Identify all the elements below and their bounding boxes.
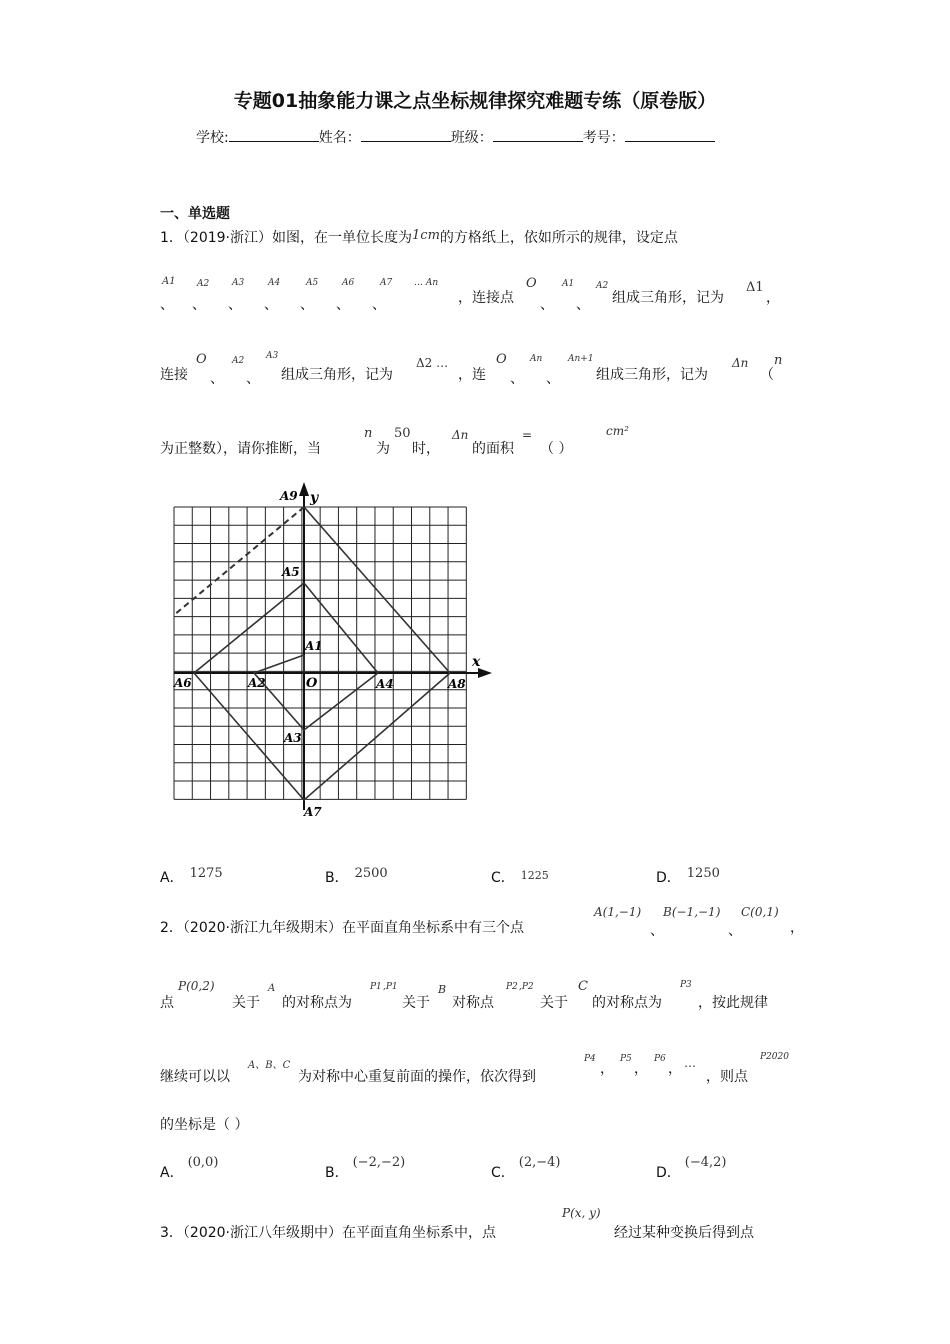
sep: 、 bbox=[546, 371, 560, 387]
label-A9: A9 bbox=[280, 489, 298, 503]
option-label: D． bbox=[656, 870, 681, 886]
school-blank[interactable] bbox=[229, 128, 319, 142]
q2-text: 在平面直角坐标系中有三个点 bbox=[342, 920, 525, 936]
q1-blank[interactable]: （ ） bbox=[540, 441, 573, 457]
q2-P4: P4 bbox=[584, 1054, 596, 1064]
label-A8: A8 bbox=[448, 677, 466, 691]
q1-form3: 组成三角形，记为 bbox=[596, 367, 708, 383]
q1-lian: ，连 bbox=[458, 367, 486, 383]
sep: 、 bbox=[210, 371, 224, 387]
q1-form2: 组成三角形，记为 bbox=[281, 367, 393, 383]
label-x: x bbox=[472, 654, 481, 670]
option-label: A． bbox=[160, 1165, 184, 1181]
q1-An1: An+1 bbox=[568, 354, 594, 364]
label-y: y bbox=[310, 490, 319, 506]
option-value: (0,0) bbox=[187, 1155, 219, 1170]
q1-grid-figure bbox=[160, 480, 500, 825]
label-A7: A7 bbox=[304, 805, 322, 819]
sep: 、 bbox=[510, 371, 524, 387]
q2-sep: ， bbox=[668, 1061, 682, 1077]
q3-text: 在平面直角坐标系中，点 bbox=[342, 1225, 497, 1241]
q2-C: C bbox=[578, 979, 588, 994]
class-label: 班级： bbox=[450, 130, 493, 146]
q1-pt-A5: A5 bbox=[306, 278, 319, 288]
q2-zedian: ，则点 bbox=[706, 1069, 748, 1085]
q1-comma: ， bbox=[766, 290, 780, 306]
section-heading: 一、单选题 bbox=[160, 206, 230, 222]
option-label: B． bbox=[325, 1165, 349, 1181]
sep: 、 bbox=[246, 371, 260, 387]
q1-fifty: 50 bbox=[394, 426, 411, 441]
option-value: 1225 bbox=[520, 869, 549, 882]
sep: 、 bbox=[372, 297, 386, 313]
q2-option-d[interactable] bbox=[656, 1155, 727, 1182]
label-A4: A4 bbox=[376, 677, 394, 691]
q2-P2b: ,P2 bbox=[519, 982, 534, 992]
label-A1: A1 bbox=[305, 639, 323, 653]
q1-A3b: A3 bbox=[266, 351, 279, 361]
label-A5: A5 bbox=[282, 565, 300, 579]
exam-no-blank[interactable] bbox=[625, 128, 715, 142]
school-label: 学校: bbox=[196, 130, 229, 146]
name-label: 姓名： bbox=[318, 130, 361, 146]
q1-A2: A2 bbox=[596, 281, 609, 291]
q1-O: O bbox=[526, 276, 537, 291]
label-A2: A2 bbox=[248, 676, 266, 690]
q2-B: B bbox=[438, 983, 447, 996]
q1-pt-A3: A3 bbox=[232, 278, 245, 288]
q1-wei: 为 bbox=[376, 441, 390, 457]
q1-pt-A6: A6 bbox=[342, 278, 355, 288]
q2-point-C: C(0,1) bbox=[741, 905, 779, 919]
q2-option-c[interactable] bbox=[491, 1155, 561, 1182]
q2-number: 2． bbox=[160, 920, 183, 936]
q1-text: 如图，在一单位长度为 bbox=[272, 230, 413, 246]
q3-P: P(x, y) bbox=[562, 1206, 601, 1220]
option-value: 1250 bbox=[686, 866, 720, 881]
q2-point-A: A(1,−1) bbox=[594, 905, 642, 919]
option-label: D． bbox=[656, 1165, 681, 1181]
q1-pt-An: … An bbox=[414, 278, 439, 288]
q1-n: n bbox=[774, 353, 783, 368]
sep: 、 bbox=[228, 297, 242, 313]
q2-guanyu: 关于 bbox=[232, 995, 260, 1011]
q2-duichen1: 的对称点为 bbox=[282, 995, 352, 1011]
q1-shi: 时， bbox=[412, 441, 440, 457]
q1-source: （2019·浙江） bbox=[182, 230, 273, 246]
q1-cm2: cm² bbox=[606, 424, 629, 438]
option-value: (2,−4) bbox=[518, 1155, 561, 1170]
q1-A2b: A2 bbox=[232, 356, 245, 366]
q1-form-text: 组成三角形，记为 bbox=[612, 290, 724, 306]
label-A3: A3 bbox=[284, 731, 302, 745]
q3-number: 3． bbox=[160, 1225, 183, 1241]
option-value: (−2,−2) bbox=[352, 1155, 406, 1170]
q1-unit: 1cm bbox=[412, 228, 440, 243]
q2-P1: P1 bbox=[370, 982, 382, 992]
q2-comma: ， bbox=[790, 920, 804, 936]
option-label: B． bbox=[325, 870, 349, 886]
q2-line1 bbox=[160, 917, 524, 937]
option-label: C． bbox=[491, 1165, 515, 1181]
page-title: 专题01抽象能力课之点坐标规律探究难题专练（原卷版） bbox=[233, 90, 717, 112]
q2-duichen2: 对称点 bbox=[452, 995, 494, 1011]
q1-option-d[interactable] bbox=[656, 867, 720, 887]
q1-A1: A1 bbox=[562, 279, 575, 289]
q2-source: （2020·浙江九年级期末） bbox=[182, 920, 343, 936]
label-A6: A6 bbox=[174, 676, 192, 690]
q1-tri2: Δ2 … bbox=[416, 356, 449, 370]
q2-point-B: B(−1,−1) bbox=[663, 905, 721, 919]
q1-line4a: 为正整数），请你推断，当 bbox=[160, 441, 321, 457]
y-axis-arrow-icon bbox=[299, 482, 309, 496]
q1-O2: O bbox=[196, 352, 207, 367]
sep: 、 bbox=[264, 297, 278, 313]
q1-connect2: 连接 bbox=[160, 367, 188, 383]
exam-no-label: 考号： bbox=[582, 130, 625, 146]
q2-P1b: ,P1 bbox=[383, 982, 398, 992]
q1-paren: （ bbox=[760, 367, 774, 383]
q1-sep bbox=[160, 294, 174, 314]
q1-n2: n bbox=[364, 426, 373, 441]
q1-pt-A1: A1 bbox=[162, 276, 176, 287]
q1-text: 的方格纸上，依如所示的规律，设定点 bbox=[439, 230, 678, 246]
q2-P6: P6 bbox=[654, 1054, 666, 1064]
option-label: C． bbox=[491, 870, 515, 886]
q1-option-c[interactable] bbox=[491, 867, 549, 887]
q2-ellipsis: … bbox=[684, 1056, 696, 1070]
q2-duichen3: 的对称点为 bbox=[592, 995, 662, 1011]
label-O: O bbox=[306, 676, 318, 691]
q2-P: P(0,2) bbox=[178, 979, 215, 993]
option-value: 2500 bbox=[354, 866, 388, 881]
q2-guanyu2: 关于 bbox=[402, 995, 430, 1011]
q2-P3: P3 bbox=[680, 980, 692, 990]
q2-line4: 的坐标是（ ） bbox=[160, 1117, 249, 1133]
option-value: 1275 bbox=[189, 866, 223, 881]
q3-source: （2020·浙江八年级期中） bbox=[182, 1225, 343, 1241]
q1-triN2: Δn bbox=[452, 428, 469, 442]
sep: 、 bbox=[336, 297, 350, 313]
sep: 、 bbox=[650, 923, 664, 939]
q1-O3: O bbox=[496, 352, 507, 367]
q1-connect-text: ，连接点 bbox=[458, 290, 514, 306]
q2-dian: 点 bbox=[160, 995, 174, 1011]
q1-eq: = bbox=[522, 428, 533, 442]
q2-option-b[interactable] bbox=[325, 1155, 406, 1182]
q2-sep: ， bbox=[634, 1061, 648, 1077]
q1-pt-A7: A7 bbox=[380, 278, 393, 288]
sep: 、 bbox=[160, 297, 174, 313]
sep: 、 bbox=[728, 923, 742, 939]
q2-ABC: A、B、C bbox=[248, 1060, 291, 1071]
q1-area: 的面积 bbox=[472, 441, 514, 457]
q1-An: An bbox=[530, 354, 543, 364]
name-blank[interactable] bbox=[361, 128, 451, 142]
sep: 、 bbox=[192, 297, 206, 313]
sep: 、 bbox=[576, 297, 590, 313]
sep: 、 bbox=[540, 297, 554, 313]
q2-guanyu3: 关于 bbox=[540, 995, 568, 1011]
q1-option-a[interactable] bbox=[160, 867, 223, 887]
q1-pt-A4: A4 bbox=[268, 278, 281, 288]
q1-pt-A2: A2 bbox=[197, 279, 210, 289]
q3-text-b: 经过某种变换后得到点 bbox=[614, 1225, 754, 1241]
option-value: (−4,2) bbox=[684, 1155, 727, 1170]
q1-triN: Δn bbox=[732, 356, 749, 370]
q1-number: 1． bbox=[160, 230, 183, 246]
q2-sep: ， bbox=[600, 1061, 614, 1077]
q2-P2: P2 bbox=[506, 982, 518, 992]
q2-P2020: P2020 bbox=[760, 1052, 789, 1062]
class-blank[interactable] bbox=[493, 128, 583, 142]
option-label: A． bbox=[160, 870, 184, 886]
sep: 、 bbox=[300, 297, 314, 313]
q2-A: A bbox=[268, 983, 276, 994]
student-info-line bbox=[196, 127, 715, 147]
q2-option-a[interactable] bbox=[160, 1155, 219, 1182]
q1-line1 bbox=[160, 227, 678, 247]
q2-line3a: 继续可以以 bbox=[160, 1069, 230, 1085]
q2-rule: ，按此规律 bbox=[698, 995, 768, 1011]
q1-option-b[interactable] bbox=[325, 867, 388, 887]
q2-line3b: 为对称中心重复前面的操作，依次得到 bbox=[298, 1069, 536, 1085]
q2-P5: P5 bbox=[620, 1054, 632, 1064]
q1-tri1: Δ1 bbox=[746, 280, 764, 295]
q3-line1a bbox=[160, 1222, 496, 1242]
